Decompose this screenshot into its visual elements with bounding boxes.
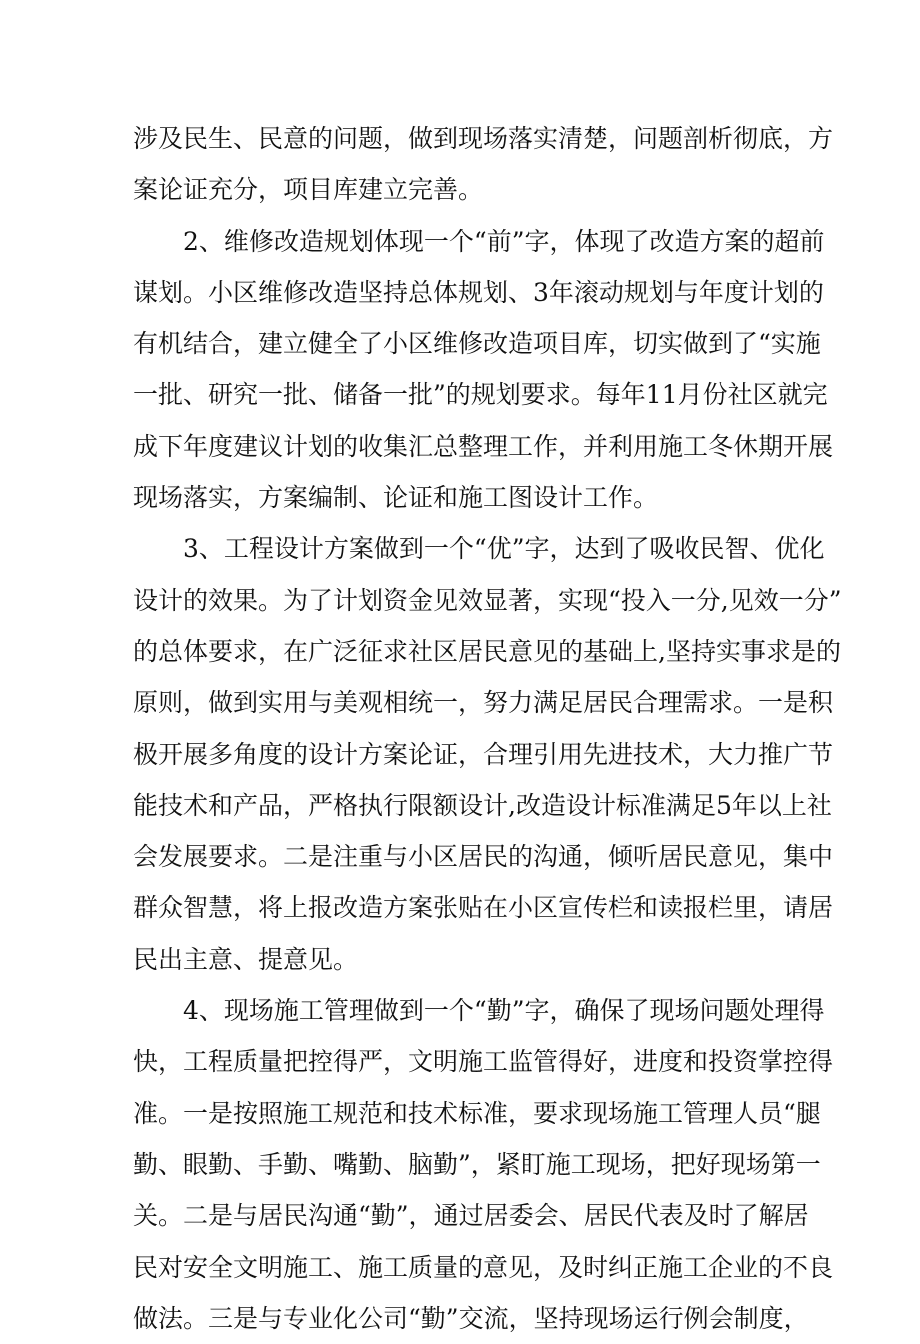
text-line: 设计的效果。为了计划资金见效显著，实现“投入一分,见效一分”	[133, 585, 842, 615]
text-line: 关。二是与居民沟通“勤”，通过居委会、居民代表及时了解居	[133, 1201, 809, 1231]
text-line: 快，工程质量把控得严，文明施工监管得好，进度和投资掌控得	[133, 1047, 834, 1077]
text-line: 有机结合，建立健全了小区维修改造项目库，切实做到了“实施	[133, 329, 821, 359]
text-line: 会发展要求。二是注重与小区居民的沟通，倾听居民意见，集中	[133, 842, 834, 872]
text-line: 原则，做到实用与美观相统一，努力满足居民合理需求。一是积	[133, 688, 834, 718]
text-line: 民出主意、提意见。	[133, 944, 359, 974]
text-line: 能技术和产品，严格执行限额设计,改造设计标准满足5年以上社	[133, 790, 832, 820]
text-line: 群众智慧，将上报改造方案张贴在小区宣传栏和读报栏里，请居	[133, 893, 834, 923]
text-line: 谋划。小区维修改造坚持总体规划、3年滚动规划与年度计划的	[133, 277, 824, 307]
document-body	[133, 113, 842, 1344]
text-line: 成下年度建议计划的收集汇总整理工作，并利用施工冬休期开展	[133, 431, 834, 461]
text-line: 一批、研究一批、储备一批”的规划要求。每年11月份社区就完	[133, 380, 828, 410]
text-line: 勤、眼勤、手勤、嘴勤、脑勤”，紧盯施工现场，把好现场第一	[133, 1149, 821, 1179]
text-line: 案论证充分，项目库建立完善。	[133, 175, 484, 205]
text-line: 做法。三是与专业化公司“勤”交流，坚持现场运行例会制度，	[133, 1303, 809, 1333]
text-line: 准。一是按照施工规范和技术标准，要求现场施工管理人员“腿	[133, 1098, 821, 1128]
text-line: 涉及民生、民意的问题，做到现场落实清楚，问题剖析彻底，方	[133, 124, 834, 153]
text-line: 的总体要求，在广泛征求社区居民意见的基础上,坚持实事求是的	[133, 636, 841, 666]
text-line: 现场落实，方案编制、论证和施工图设计工作。	[133, 483, 659, 513]
paragraph-4-start: 4、现场施工管理做到一个“勤”字，确保了现场问题处理得	[183, 996, 825, 1026]
text-line: 极开展多角度的设计方案论证，合理引用先进技术，大力推广节	[133, 739, 834, 769]
paragraph-3-start: 3、工程设计方案做到一个“优”字，达到了吸收民智、优化	[183, 534, 825, 564]
text-line: 民对安全文明施工、施工质量的意见，及时纠正施工企业的不良	[133, 1252, 834, 1282]
paragraph-2-start: 2、维修改造规划体现一个“前”字，体现了改造方案的超前	[183, 226, 825, 256]
